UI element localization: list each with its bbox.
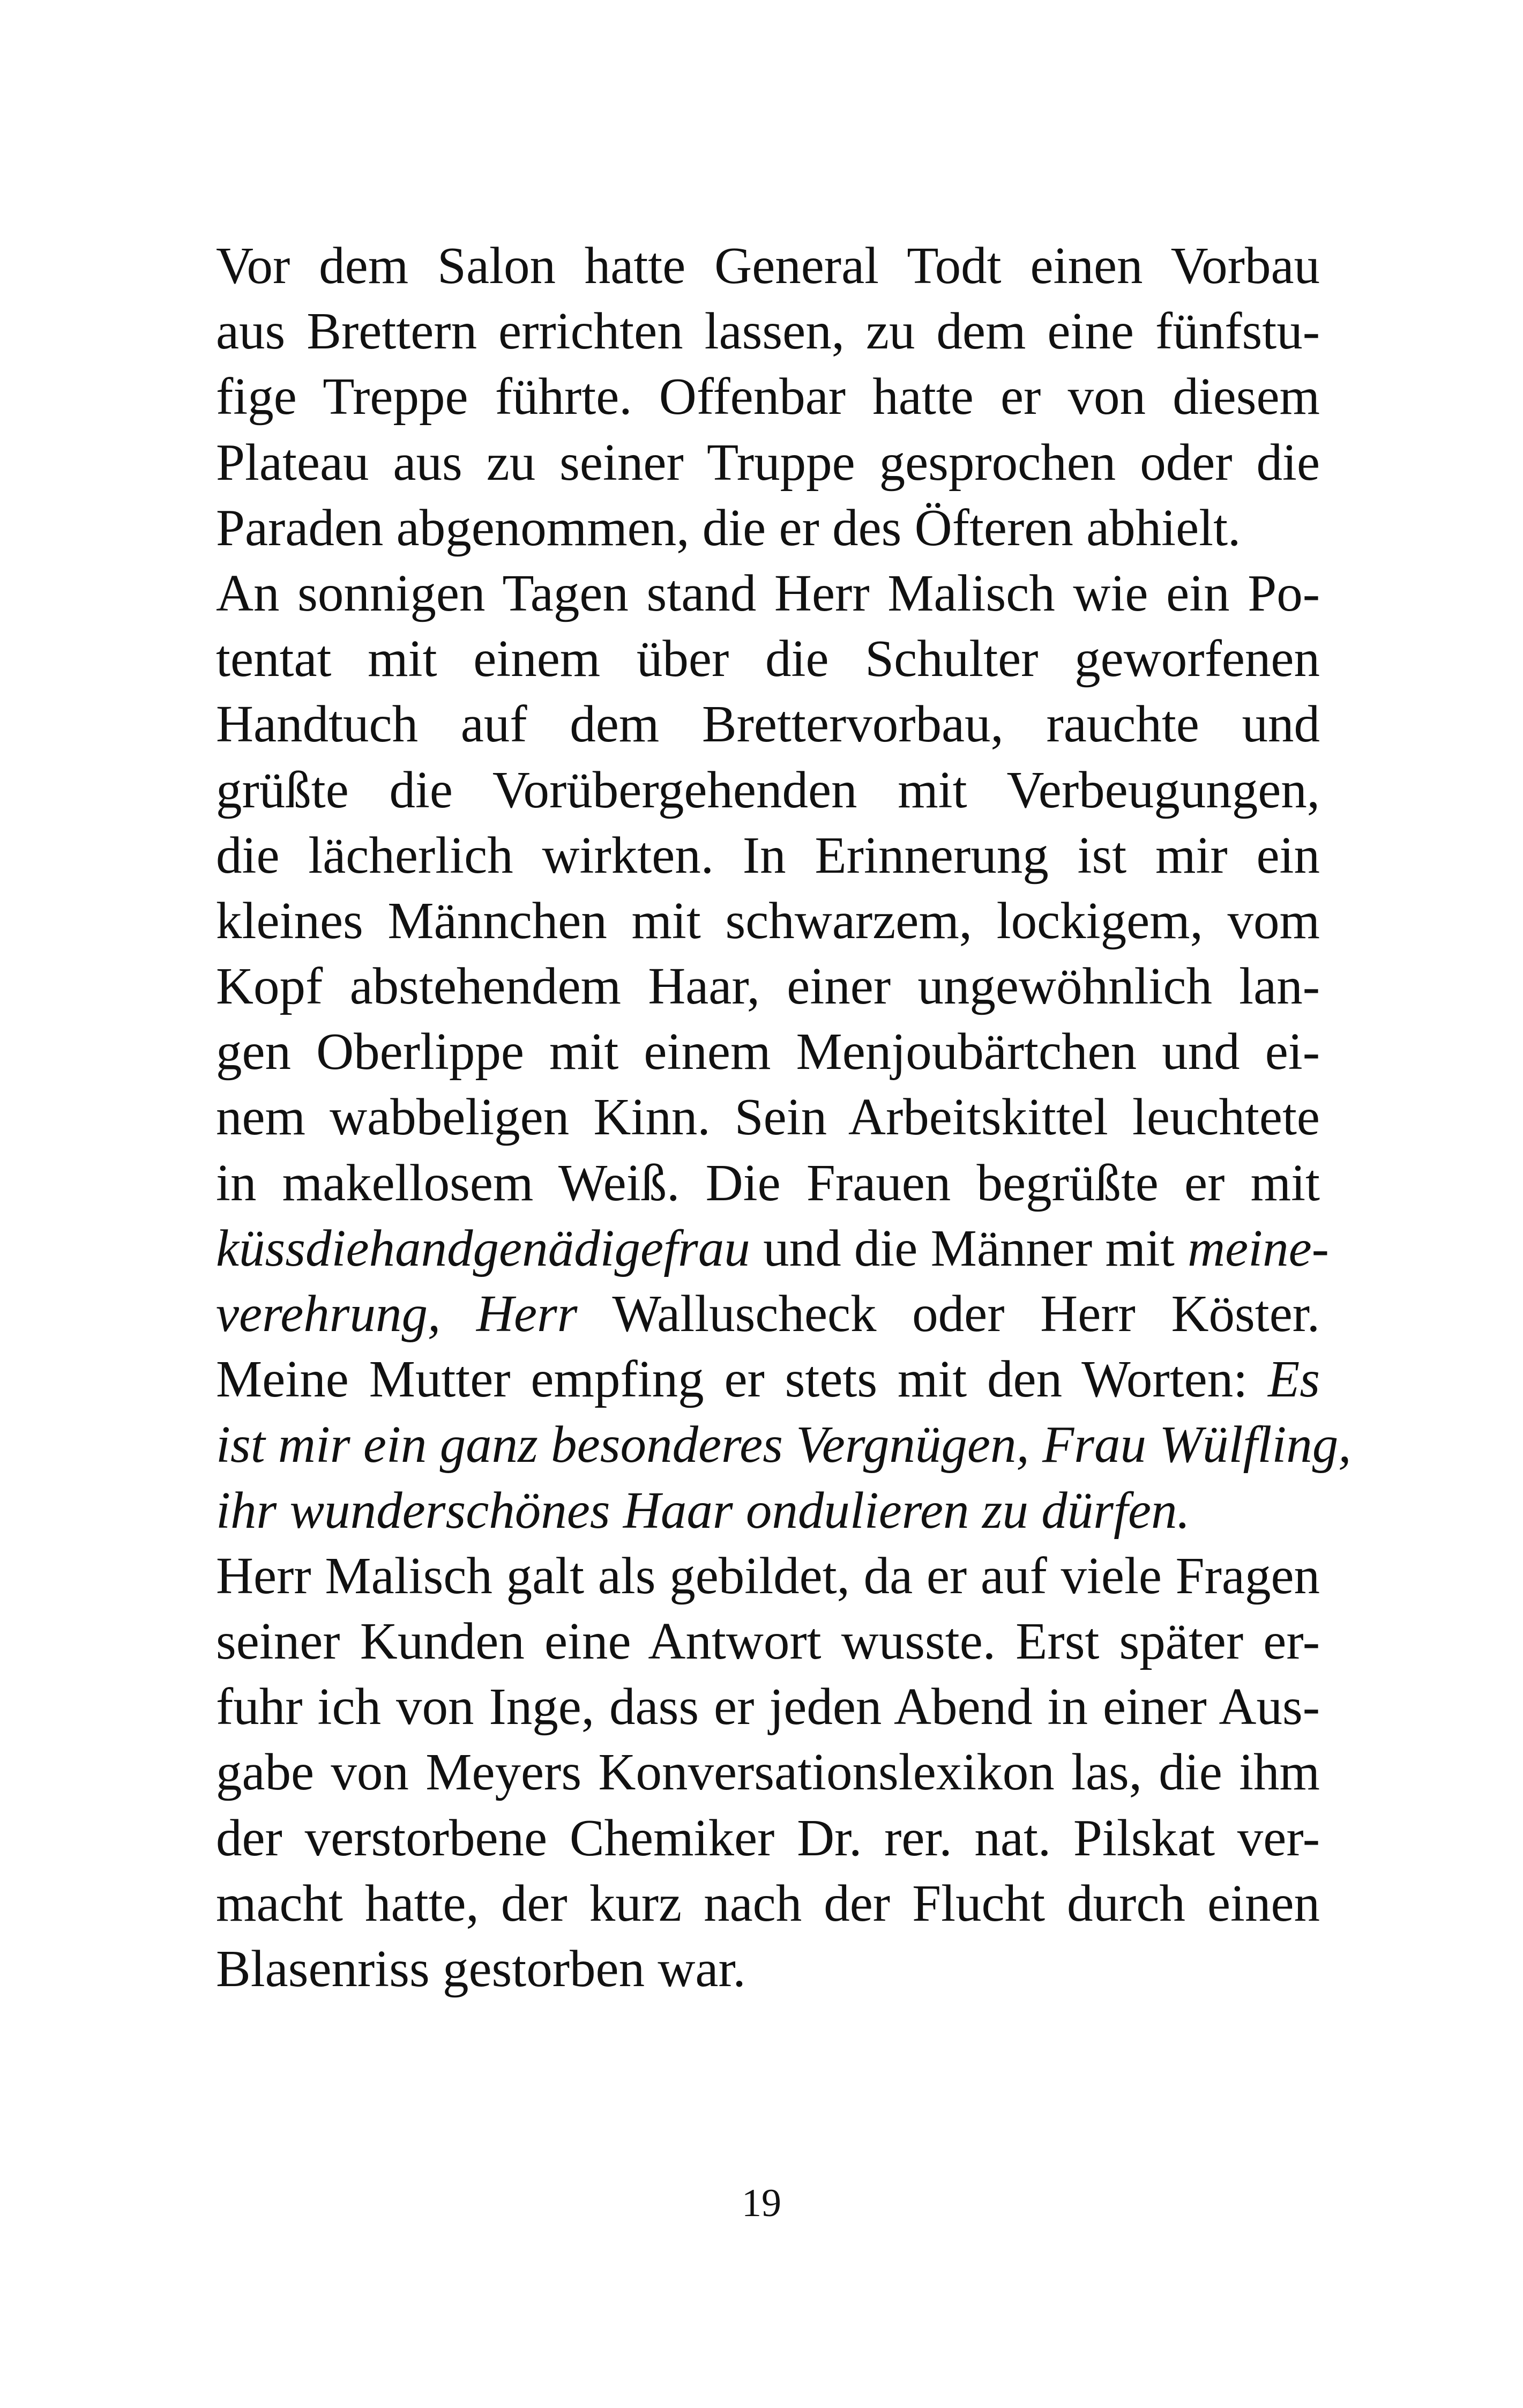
text-segment: Walluscheck oder Herr Köster.: [577, 1285, 1320, 1342]
text-segment: gen Oberlippe mit einem Menjoubärtchen und ei-: [216, 1023, 1320, 1081]
text-line: [216, 757, 1320, 823]
text-segment: seiner Kunden eine Antwort wusste. Erst später er-: [216, 1612, 1320, 1670]
text-line: [216, 1543, 1320, 1609]
text-line: [216, 1871, 1320, 1936]
text-line: [216, 1674, 1320, 1740]
text-segment: der verstorbene Chemiker Dr. rer. nat. Pilskat ver-: [216, 1809, 1320, 1867]
text-line: [216, 1740, 1320, 1805]
text-segment: fige Treppe führte. Offenbar hatte er von diesem: [216, 368, 1320, 426]
text-line: [216, 1412, 1352, 1477]
text-segment: Meine Mutter empfing er stets mit den Worten:: [216, 1350, 1268, 1408]
paragraph-1: [216, 233, 1320, 561]
text-line: [216, 561, 1320, 626]
italic-segment: verehrung, Herr: [216, 1285, 578, 1342]
italic-segment: ihr wunderschönes Haar ondulieren zu dürfen.: [216, 1481, 1190, 1539]
text-segment: kleines Männchen mit schwarzem, lockigem, vom: [216, 891, 1320, 949]
text-line: [216, 1216, 1329, 1281]
paragraph-3: [216, 1543, 1320, 2002]
text-line: [216, 1281, 1320, 1347]
text-line: [216, 233, 1320, 299]
text-segment: fuhr ich von Inge, dass er jeden Abend in einer Aus-: [216, 1678, 1320, 1736]
text-segment: macht hatte, der kurz nach der Flucht durch einen: [216, 1874, 1320, 1932]
text-line: [216, 495, 1320, 561]
text-line: [216, 823, 1320, 888]
text-line: [216, 1805, 1320, 1871]
text-line: [216, 1478, 1320, 1543]
italic-segment: Es: [1268, 1350, 1320, 1408]
text-segment: die lächerlich wirkten. In Erinnerung ist mir ein: [216, 826, 1320, 884]
text-line: [216, 626, 1320, 692]
text-line: [216, 1150, 1320, 1216]
text-segment: Kopf abstehendem Haar, einer ungewöhnlich lan-: [216, 957, 1320, 1015]
text-line: [216, 1019, 1320, 1084]
text-segment: nem wabbeligen Kinn. Sein Arbeitskittel leuchtete: [216, 1088, 1320, 1146]
text-segment: und die Männer mit: [750, 1219, 1188, 1277]
text-segment: Plateau aus zu seiner Truppe gesprochen oder die: [216, 433, 1320, 491]
italic-segment: ist mir ein ganz besonderes Vergnügen, Frau Wülfling,: [216, 1416, 1352, 1474]
page-number: 19: [742, 2181, 781, 2225]
text-line: [216, 1609, 1320, 1674]
text-line: [216, 954, 1320, 1019]
text-line: [216, 364, 1320, 429]
text-line: [216, 299, 1320, 364]
text-line: [216, 888, 1320, 954]
text-segment: grüßte die Vorübergehenden mit Verbeugungen,: [216, 761, 1320, 819]
text-line: [216, 692, 1320, 757]
body-text: [216, 233, 1352, 2002]
text-line: [216, 1347, 1320, 1412]
paragraph-2: [216, 561, 1352, 1543]
text-segment: tentat mit einem über die Schulter geworfenen: [216, 630, 1320, 688]
text-segment: Paraden abgenommen, die er des Öfteren abhielt.: [216, 499, 1241, 556]
text-segment: gabe von Meyers Konversationslexikon las, die ihm: [216, 1743, 1320, 1801]
text-line: [216, 430, 1320, 495]
text-segment: An sonnigen Tagen stand Herr Malisch wie ein Po-: [216, 564, 1320, 622]
text-segment: Vor dem Salon hatte General Todt einen Vorbau: [216, 237, 1320, 294]
text-segment: aus Brettern errichten lassen, zu dem eine fünfstu-: [216, 302, 1320, 360]
text-line: [216, 1084, 1320, 1150]
text-segment: Herr Malisch galt als gebildet, da er auf viele Fragen: [216, 1547, 1320, 1604]
text-segment: Blasenriss gestorben war.: [216, 1939, 746, 1997]
text-segment: in makellosem Weiß. Die Frauen begrüßte er mit: [216, 1154, 1320, 1212]
text-segment: Handtuch auf dem Brettervorbau, rauchte und: [216, 695, 1320, 753]
text-line: [216, 1936, 1320, 2002]
italic-segment: küssdiehandgenädigefrau: [216, 1219, 750, 1277]
italic-segment: meine-: [1188, 1219, 1329, 1277]
